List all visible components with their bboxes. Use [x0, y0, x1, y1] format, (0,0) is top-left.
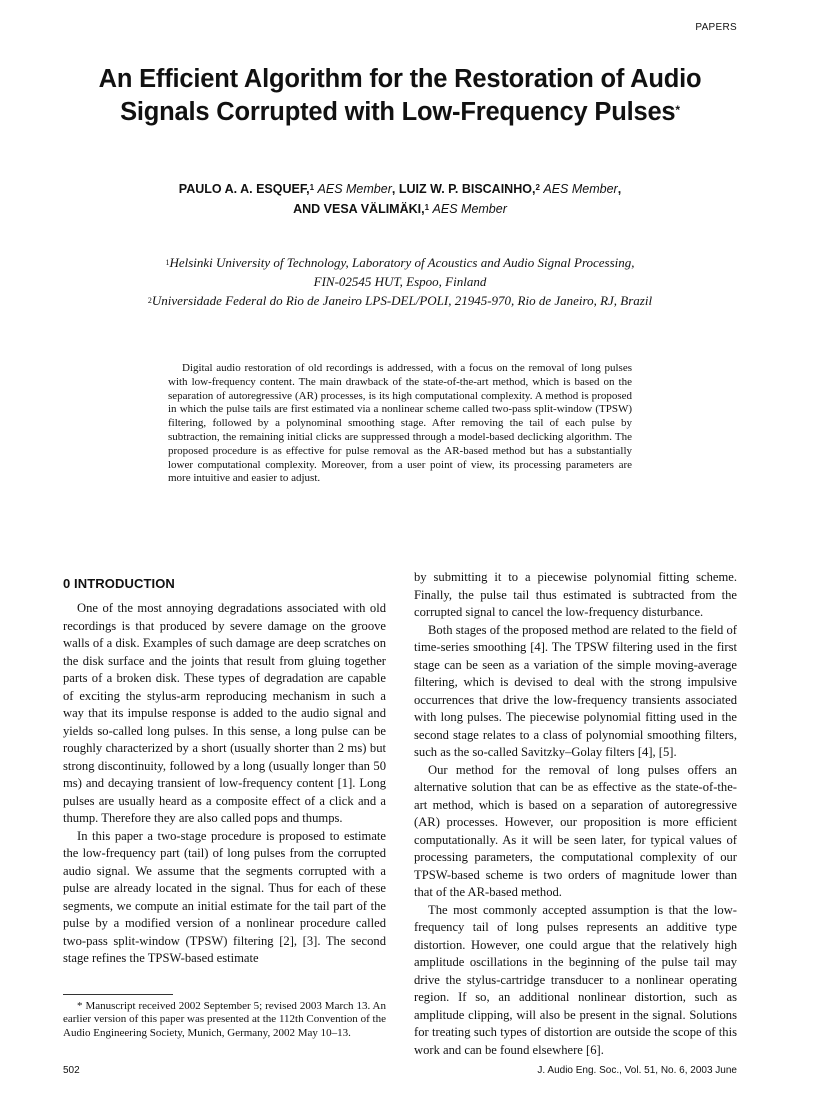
right-column	[414, 569, 737, 1059]
journal-reference: J. Audio Eng. Soc., Vol. 51, No. 6, 2003 June	[537, 1065, 737, 1076]
affiliation-mark: 1	[165, 258, 170, 267]
running-head: PAPERS	[695, 22, 737, 33]
title-footnote-mark: *	[675, 103, 680, 117]
paragraph: Our method for the removal of long pulses offers an alternative solution that can be as effective as the state-of-the-art method, which is based on a separation of autoregressive (AR) processes. However, our proposition is more efficient computationally. As it will be seen later, for typical values of processing parameters, the computational complexity of our TPSW-based scheme is two orders of magnitude lower than that of the AR-based method.	[414, 762, 737, 899]
affiliation-mark: 2	[535, 183, 540, 192]
affiliation-line: FIN-02545 HUT, Espoo, Finland	[313, 274, 487, 289]
page-number: 502	[63, 1065, 80, 1076]
title-line-1: An Efficient Algorithm for the Restoration of Audio	[98, 65, 702, 93]
membership-label: AES Member	[543, 182, 618, 196]
author-name: AND VESA VÄLIMÄKI,	[293, 202, 425, 216]
paper-title	[40, 63, 760, 129]
author-list	[40, 179, 760, 219]
separator: ,	[617, 182, 622, 196]
affiliation-mark: 1	[424, 203, 430, 212]
membership-label: AES Member	[432, 202, 507, 216]
paragraph: Both stages of the proposed method are related to the field of time-series smoothing [4]. The TPSW filtering used in the first stage can be seen as a variation of the simple moving-average filtering, which is devised to deal with the strong impulsive occurrences that drive the low-frequency transients associated with long pulses. The piecewise polynomial fitting used in the second stage relates to a class of polynomial smoothing filters, such as the so-called Savitzky–Golay filters [4], [5].	[414, 622, 737, 759]
paragraph: The most commonly accepted assumption is that the low-frequency tail of long pulses represents an additive type distortion. However, one could argue that the relatively high amplitude oscillations in the beginning of the pulse tail may drive the stylus-cartridge transducer to a nonlinear operating region. If so, an additional nonlinear distortion, such as amplitude clipping, will also be present in the signal. Solutions for treating such types of distortion are outside the scope of this work and can be found elsewhere [6].	[414, 902, 737, 1057]
membership-label: AES Member	[317, 182, 392, 196]
separator: ,	[391, 182, 396, 196]
left-column	[63, 600, 386, 968]
footnote-rule	[63, 994, 173, 995]
affiliation-line: Universidade Federal do Rio de Janeiro LPS-DEL/POLI, 21945-970, Rio de Janeiro, RJ, Brazil	[151, 293, 653, 308]
affiliation-line: Helsinki University of Technology, Laboratory of Acoustics and Audio Signal Processing,	[169, 255, 635, 270]
author-name: PAULO A. A. ESQUEF,	[178, 182, 310, 196]
affiliation-mark: 2	[147, 296, 152, 305]
section-heading: 0 INTRODUCTION	[63, 576, 175, 591]
affiliations	[40, 253, 760, 310]
affiliation-mark: 1	[309, 183, 315, 192]
footnote: * Manuscript received 2002 September 5; revised 2003 March 13. An earlier version of this paper was presented at the 112th Convention of the Audio Engineering Society, Munich, Germany, 2002 May 10–13.	[63, 1000, 386, 1039]
paragraph: by submitting it to a piecewise polynomial fitting scheme. Finally, the pulse tail thus estimated is subtracted from the corrupted signal to cancel the low-frequency disturbance.	[414, 570, 737, 619]
paragraph: One of the most annoying degradations associated with old recordings is that produced by severe damage on the groove walls of a disk. Examples of such damage are deep scratches on the disk surface and the joints that result from gluing together parts of a broken disk. These types of degradation are capable of exciting the stylus-arm reproducing mechanism in such a way that its impulse response is added to the audio signal and yields so-called long pulses. In this sense, a long pulse can be roughly characterized by a short (usually shorter than 2 ms) but strong discontinuity, followed by a long (usually longer than 50 ms) and decaying transient of low-frequency content [1]. Long pulses are usually heard as a composite effect of a click and a thump. Therefore they are also called pops and thumps.	[63, 601, 386, 825]
author-name: LUIZ W. P. BISCAINHO,	[398, 182, 536, 196]
abstract: Digital audio restoration of old recordings is addressed, with a focus on the removal of long pulses with low-frequency content. The main drawback of the state-of-the-art method, which is based on the separation of autoregressive (AR) processes, is its high computational complexity. A method is proposed in which the pulse tails are first estimated via a nonlinear scheme called two-pass split-window (TPSW) filtering, followed by a polynominal smoothing stage. After removing the tail of each pulse by subtraction, the remaining initial clicks are suppressed through a model-based declicking algorithm. The proposed procedure is as effective for pulse removal as the AR-based method but has a substantially lower computational complexity. Moreover, from a user point of view, its processing parameters are more intuitive and easier to adjust.	[168, 362, 632, 485]
paragraph: In this paper a two-stage procedure is proposed to estimate the low-frequency part (tail) of long pulses from the corrupted audio signal. We assume that the segments corrupted with a pulse are already located in the signal. Thus for each of these segments, we compute an initial estimate for the tail part of the pulse by a modified version of a nonlinear procedure called two-pass split-window (TPSW) filtering [2], [3]. The second stage refines the TPSW-based estimate	[63, 828, 386, 965]
title-line-2: Signals Corrupted with Low-Frequency Pulses	[120, 98, 676, 126]
